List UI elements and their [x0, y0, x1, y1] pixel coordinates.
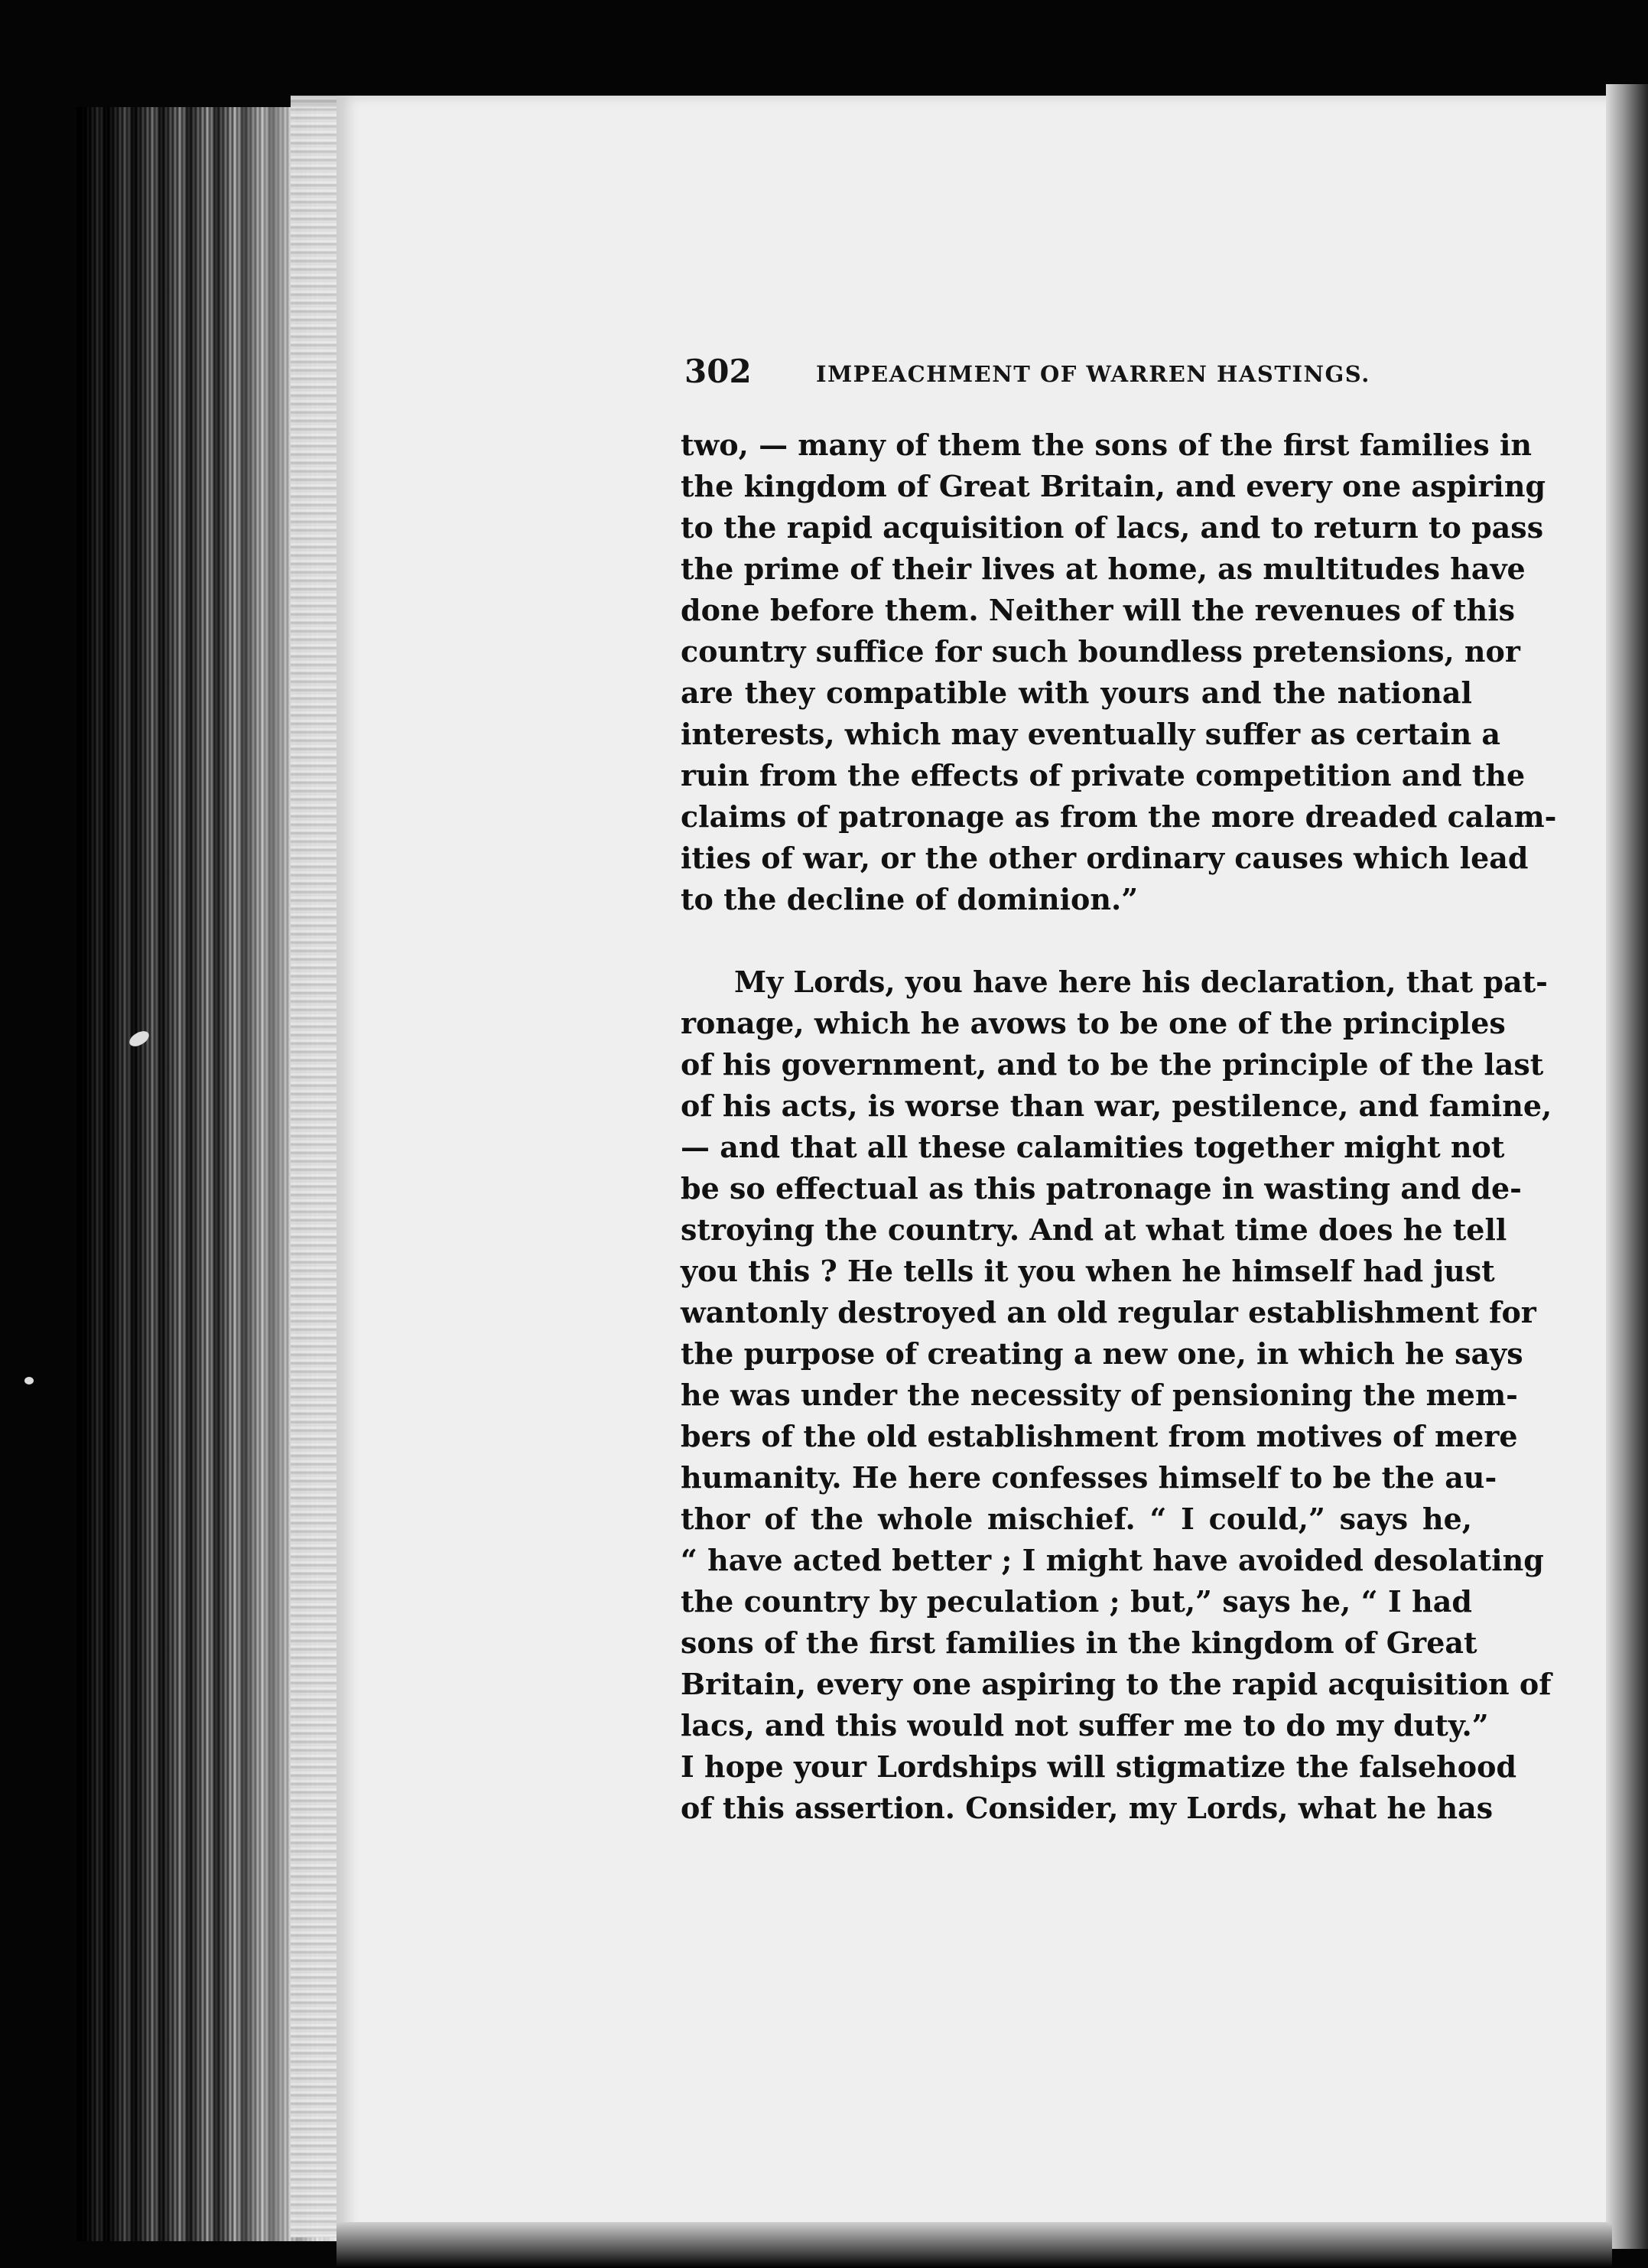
text-line: interests, which may eventually suffer as certain a: [681, 717, 1501, 751]
text-line: lacs, and this would not suffer me to do my duty.”: [681, 1708, 1489, 1742]
text-line: the country by peculation ; but,” says he, “ I had: [681, 1584, 1472, 1619]
text-line: of this assertion. Consider, my Lords, what he has: [681, 1791, 1494, 1825]
page-header: [684, 350, 1472, 396]
text-line: country suffice for such boundless pretensions, nor: [681, 634, 1520, 669]
text-line: claims of patronage as from the more dreaded calam-: [681, 799, 1557, 834]
text-line: he was under the necessity of pensioning the mem-: [681, 1378, 1518, 1412]
page-right-shadow: [1606, 84, 1648, 2249]
text-line: bers of the old establishment from motives of mere: [681, 1419, 1518, 1453]
text-line: to the decline of dominion.”: [681, 882, 1139, 916]
paragraph-spacer: [681, 920, 1472, 962]
text-line: sons of the first families in the kingdom of Great: [681, 1625, 1477, 1660]
text-line: the prime of their lives at home, as multitudes have: [681, 552, 1526, 586]
text-line: you this ? He tells it you when he himself had just: [681, 1254, 1495, 1288]
page-number: 302: [684, 353, 752, 390]
paper-speck: [24, 1377, 34, 1385]
text-line: the purpose of creating a new one, in which he says: [681, 1336, 1523, 1371]
text-line: humanity. He here confesses himself to be the au-: [681, 1460, 1497, 1495]
paragraph-2: [681, 962, 1552, 1829]
text-line: thor of the whole mischief. “ I could,” says he,: [681, 1502, 1472, 1536]
text-line: wantonly destroyed an old regular establishment for: [681, 1295, 1536, 1329]
text-line: ruin from the effects of private competition and the: [681, 758, 1526, 792]
text-line: of his government, and to be the principle of the last: [681, 1047, 1544, 1082]
paragraph-1: [681, 425, 1557, 920]
text-line: two, — many of them the sons of the first families in: [681, 428, 1533, 462]
text-line: — and that all these calamities together might not: [681, 1130, 1505, 1164]
text-line: done before them. Neither will the revenues of this: [681, 593, 1516, 627]
text-line: I hope your Lordships will stigmatize the falsehood: [681, 1749, 1517, 1784]
body-text: [681, 425, 1557, 1829]
text-line: the kingdom of Great Britain, and every one aspiring: [681, 469, 1546, 503]
text-line: to the rapid acquisition of lacs, and to return to pass: [681, 510, 1544, 545]
text-line: be so effectual as this patronage in wasting and de-: [681, 1171, 1522, 1206]
text-line: are they compatible with yours and the national: [681, 675, 1472, 710]
page-bottom-shadow: [336, 2222, 1612, 2268]
text-line: ronage, which he avows to be one of the principles: [681, 1006, 1506, 1040]
text-line: ities of war, or the other ordinary causes which lead: [681, 841, 1529, 875]
text-line: My Lords, you have here his declaration, that pat-: [734, 965, 1548, 999]
text-line: of his acts, is worse than war, pestilence, and famine,: [681, 1088, 1552, 1123]
text-line: “ have acted better ; I might have avoided desolating: [681, 1543, 1544, 1577]
text-line: Britain, every one aspiring to the rapid acquisition of: [681, 1667, 1552, 1701]
text-line: stroying the country. And at what time does he tell: [681, 1212, 1507, 1247]
running-head: IMPEACHMENT OF WARREN HASTINGS.: [816, 361, 1370, 387]
